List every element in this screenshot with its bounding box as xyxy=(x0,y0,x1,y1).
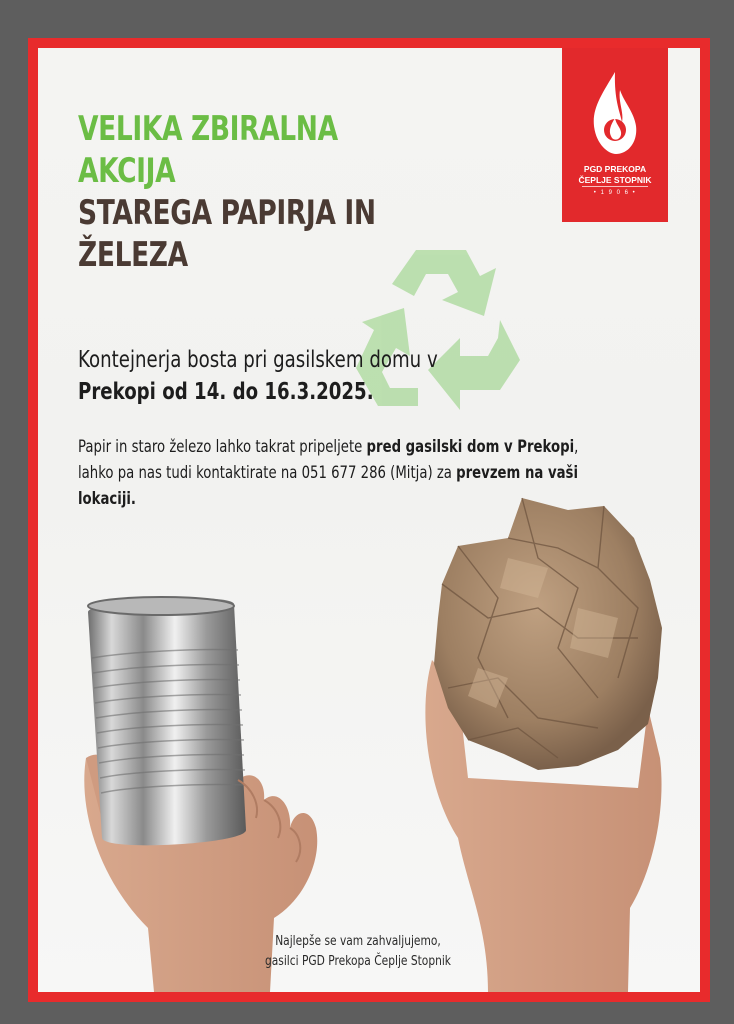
body-bold1: pred gasilski dom v Prekopi xyxy=(366,437,575,457)
body-bold2: prevzem na vaši lokaciji. xyxy=(78,463,579,509)
body-part2: , lahko pa nas tudi kontaktirate na 051 677 286 (Mitja) za xyxy=(78,437,579,483)
title-line3: STAREGA PAPIRJA IN xyxy=(78,193,376,233)
pgd-logo xyxy=(562,48,668,222)
thanks-note xyxy=(260,932,457,972)
flame-logo-icon xyxy=(590,72,640,156)
hands-illustration xyxy=(38,488,700,992)
poster-frame xyxy=(28,38,710,1002)
tin-can xyxy=(88,597,246,845)
thanks-line1: Najlepše se vam zahvaljujemo, xyxy=(275,934,441,949)
logo-line2: ČEPLJE STOPNIK xyxy=(578,175,652,185)
poster-content xyxy=(38,48,700,992)
intro-text xyxy=(78,344,497,408)
logo-divider xyxy=(582,186,648,187)
title-line2: AKCIJA xyxy=(78,151,176,191)
body-part1: Papir in staro železo lahko takrat pripeljete xyxy=(78,437,367,457)
page-title xyxy=(78,108,484,276)
title-line4: ŽELEZA xyxy=(78,235,188,275)
logo-year: • 1 9 0 6 • xyxy=(593,190,637,196)
intro-part1: Kontejnerja bosta pri gasilskem domu v xyxy=(78,347,438,373)
thanks-line2: gasilci PGD Prekopa Čeplje Stopnik xyxy=(264,954,451,969)
title-line1: VELIKA ZBIRALNA xyxy=(78,109,338,149)
logo-line1: PGD PREKOPA xyxy=(583,164,647,174)
crumpled-paper xyxy=(434,498,662,770)
intro-dates: Prekopi od 14. do 16.3.2025. xyxy=(78,379,374,405)
